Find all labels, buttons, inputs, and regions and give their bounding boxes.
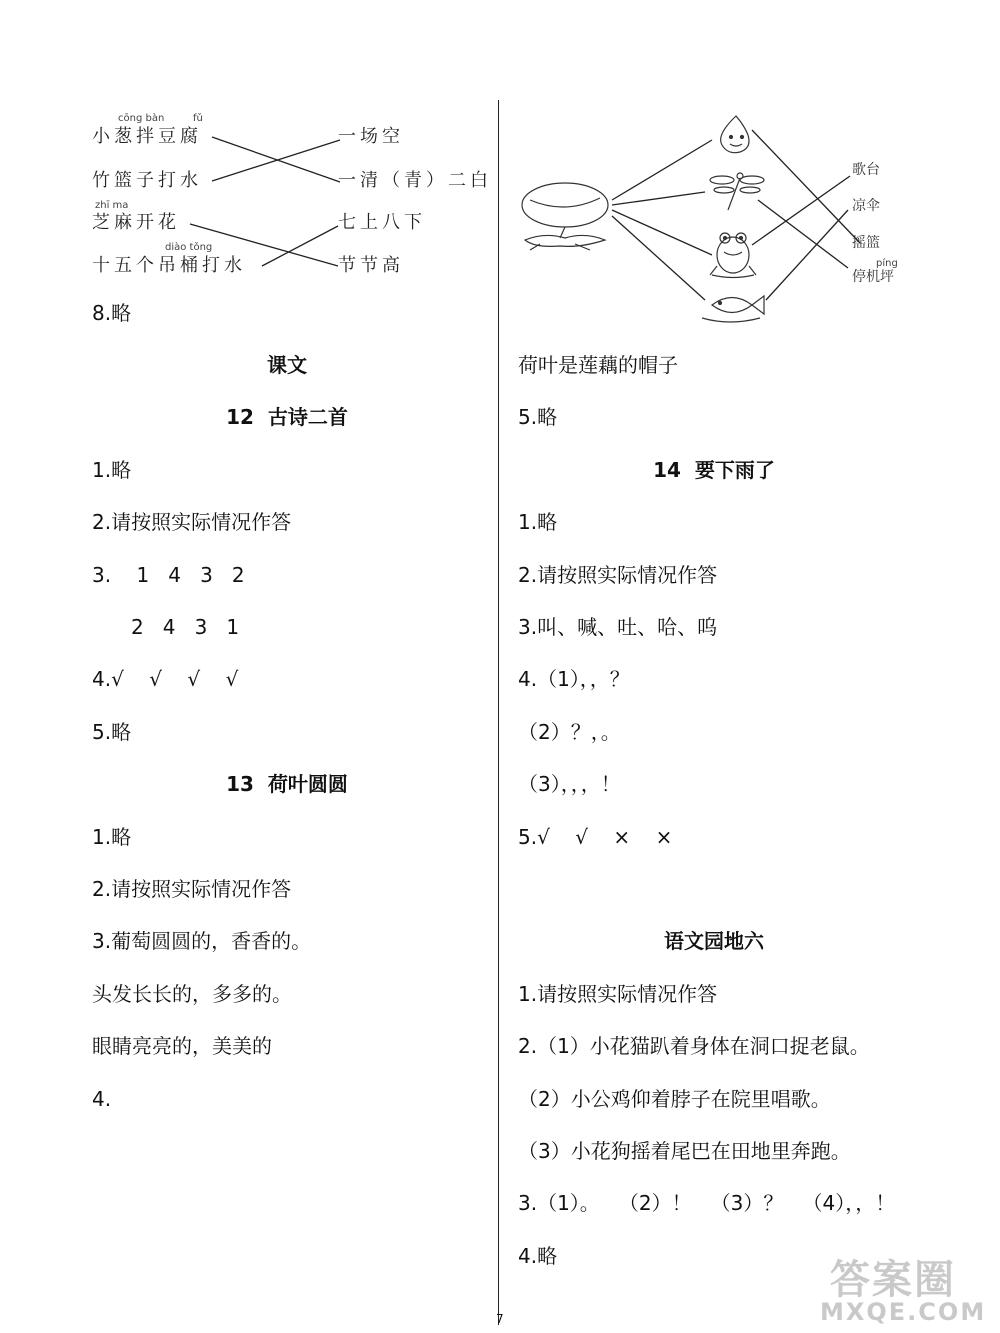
l13-item-3: 3.葡萄圆圆的，香香的。 <box>92 929 312 953</box>
pinyin-diao-tong: diào tǒng <box>165 242 213 253</box>
watermark <box>820 1248 990 1328</box>
garden-item-4: 4.略 <box>518 1244 558 1268</box>
q5-answer: 5.略 <box>518 405 558 429</box>
pinyin-cong-ban: cōng bàn <box>118 113 165 124</box>
garden-item-2: 2.（1）小花猫趴着身体在洞口捉老鼠。 <box>518 1034 870 1058</box>
lotus-connector-lines <box>612 130 860 300</box>
lotus-leaf-icon <box>522 183 608 250</box>
fish-icon <box>702 296 764 322</box>
pinyin-ping: píng <box>876 258 898 269</box>
l14-item-5: 5.√ √ × × <box>518 825 673 849</box>
lotus-answer: 荷叶是莲藕的帽子 <box>518 353 678 377</box>
frog-icon <box>710 233 756 278</box>
l14-item-1: 1.略 <box>518 510 558 534</box>
l14-item-2: 2.请按照实际情况作答 <box>518 563 718 587</box>
lesson-14-title: 14 要下雨了 <box>653 458 775 482</box>
idiom-left-1: 小葱拌豆腐 <box>92 126 202 147</box>
page-number: 7 <box>496 1312 504 1326</box>
lesson-12-title: 12 古诗二首 <box>226 405 348 429</box>
l14-item-4c: （3），，，！ <box>518 772 621 796</box>
l13-item-4: 4. <box>92 1087 112 1111</box>
garden-item-3: 3.（1）。 （2）！ （3）？ （4），，！ <box>518 1191 896 1215</box>
l12-item-4: 4.√ √ √ √ <box>92 667 239 691</box>
dragonfly-icon <box>710 173 764 210</box>
idiom-left-3: 芝麻开花 <box>92 212 180 233</box>
garden-item-2c: （3）小花狗摇着尾巴在田地里奔跑。 <box>518 1139 851 1163</box>
label-cradle: 摇篮 <box>852 235 880 251</box>
section-title: 课文 <box>267 353 307 377</box>
pinyin-zhi-ma: zhī ma <box>95 200 129 211</box>
idiom-right-2: 一清（青）二白 <box>338 170 492 191</box>
q8-answer: 8.略 <box>92 301 132 325</box>
l14-item-4b: （2）？，。 <box>518 720 621 744</box>
idiom-left-4: 十五个吊桶打水 <box>92 255 246 276</box>
l12-item-2: 2.请按照实际情况作答 <box>92 510 292 534</box>
idiom-right-3: 七上八下 <box>338 212 426 233</box>
pinyin-fu: fǔ <box>193 113 203 124</box>
label-umbrella: 凉伞 <box>852 198 880 214</box>
garden-item-1: 1.请按照实际情况作答 <box>518 982 718 1006</box>
label-stage: 歌台 <box>852 162 880 178</box>
watermark-logo-text: 答案圈 <box>830 1257 956 1303</box>
l12-item-5: 5.略 <box>92 720 132 744</box>
garden-item-2b: （2）小公鸡仰着脖子在院里唱歌。 <box>518 1087 831 1111</box>
l14-item-3: 3.叫、喊、吐、哈、呜 <box>518 615 718 639</box>
label-apron: 停机坪 <box>852 269 894 285</box>
lotus-illustration <box>0 0 1000 340</box>
l13-item-2: 2.请按照实际情况作答 <box>92 877 292 901</box>
idiom-right-1: 一场空 <box>338 126 404 147</box>
lesson-13-title: 13 荷叶圆圆 <box>226 772 348 796</box>
idiom-right-4: 节节高 <box>338 255 404 276</box>
idiom-left-2: 竹篮子打水 <box>92 170 202 191</box>
l13-item-3b: 头发长长的，多多的。 <box>92 982 292 1006</box>
l13-item-3c: 眼睛亮亮的，美美的 <box>92 1034 272 1058</box>
garden-title: 语文园地六 <box>664 929 764 953</box>
l12-item-3b: 2 4 3 1 <box>131 615 240 639</box>
l12-item-3: 3. 1 4 3 2 <box>92 563 245 587</box>
watermark-url: MXQE.COM <box>820 1298 987 1326</box>
l13-item-1: 1.略 <box>92 825 132 849</box>
water-drop-icon <box>721 116 749 153</box>
l14-item-4: 4.（1），，？ <box>518 667 630 691</box>
l12-item-1: 1.略 <box>92 458 132 482</box>
